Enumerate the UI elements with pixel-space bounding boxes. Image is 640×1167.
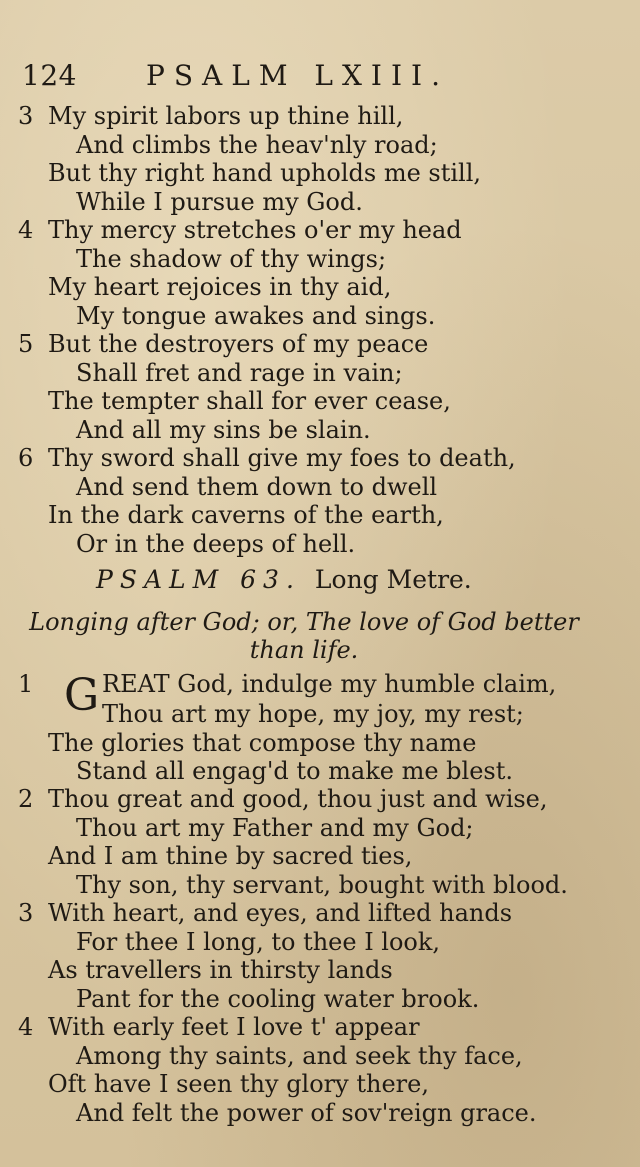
verse-line: And I am thine by sacred ties, xyxy=(48,842,413,870)
verse-line: And felt the power of sov'reign grace. xyxy=(76,1098,537,1127)
verse-line: The tempter shall for ever cease, xyxy=(48,387,451,415)
verse-line: 4 With early feet I love t' appear xyxy=(18,1013,420,1041)
stanza-4-top xyxy=(18,216,622,330)
verse-line: And send them down to dwell xyxy=(76,472,438,501)
stanza-3-bottom xyxy=(18,899,622,1013)
verse-line: As travellers in thirsty lands xyxy=(48,956,393,984)
drop-cap: G xyxy=(64,670,100,721)
verse-line: My heart rejoices in thy aid, xyxy=(48,273,392,301)
stanza-number: 4 xyxy=(18,216,34,244)
verse-line: Shall fret and rage in vain; xyxy=(76,358,403,387)
verse-line: 5 But the destroyers of my peace xyxy=(18,330,429,358)
running-head: PSALM LXIII. xyxy=(146,59,450,92)
stanza-number: 1 xyxy=(18,670,34,698)
verse-line: 1 G REAT God, indulge my humble claim, xyxy=(18,670,557,721)
stanza-number: 4 xyxy=(18,1013,34,1041)
verse-line: For thee I long, to thee I look, xyxy=(76,927,441,956)
stanza-6-top xyxy=(18,444,622,558)
verse-line: 3 With heart, and eyes, and lifted hands xyxy=(18,899,513,927)
page-header xyxy=(22,56,622,96)
verse-line: Pant for the cooling water brook. xyxy=(76,984,480,1013)
verse-line: My tongue awakes and sings. xyxy=(76,301,436,330)
stanza-2-bottom xyxy=(18,785,622,899)
stanza-number: 6 xyxy=(18,444,34,472)
verse-line: And climbs the heav'nly road; xyxy=(76,130,438,159)
verse-line: While I pursue my God. xyxy=(76,187,363,216)
verse-line: Thy son, thy servant, bought with blood. xyxy=(76,870,568,899)
verse-line: Or in the deeps of hell. xyxy=(76,529,356,558)
stanza-5-top xyxy=(18,330,622,444)
verse-line: 4 Thy mercy stretches o'er my head xyxy=(18,216,462,244)
stanza-number: 3 xyxy=(18,102,34,130)
stanza-3-top xyxy=(18,102,622,216)
verse-line: The glories that compose thy name xyxy=(48,728,477,757)
verse-line: 2 Thou great and good, thou just and wise, xyxy=(18,785,548,813)
verse-line: Thou art my hope, my joy, my rest; xyxy=(102,700,524,728)
verse-line: 6 Thy sword shall give my foes to death, xyxy=(18,444,516,472)
verse-line: Thou art my Father and my God; xyxy=(76,813,474,842)
psalm-metre: Long Metre. xyxy=(314,565,472,594)
stanza-number: 2 xyxy=(18,785,34,813)
psalm-title: PSALM 63. xyxy=(96,565,301,594)
verse-line: But thy right hand upholds me still, xyxy=(48,159,482,187)
stanza-4-bottom xyxy=(18,1013,622,1127)
verse-line: The shadow of thy wings; xyxy=(76,244,387,273)
verse-line: Stand all engag'd to make me blest. xyxy=(76,757,514,785)
verse-line: In the dark caverns of the earth, xyxy=(48,501,444,529)
stanza-1-bottom xyxy=(18,670,622,786)
verse-line: 3 My spirit labors up thine hill, xyxy=(18,102,404,130)
psalm-heading xyxy=(96,562,472,598)
psalm-subtitle: Longing after God; or, The love of God better than life. xyxy=(29,608,579,664)
stanza-number: 3 xyxy=(18,899,34,927)
verse-line: Oft have I seen thy glory there, xyxy=(48,1070,429,1098)
stanza-number: 5 xyxy=(18,330,34,358)
verse-line: And all my sins be slain. xyxy=(76,415,371,444)
verse-line: Among thy saints, and seek thy face, xyxy=(76,1041,523,1070)
page-number: 124 xyxy=(22,59,77,92)
